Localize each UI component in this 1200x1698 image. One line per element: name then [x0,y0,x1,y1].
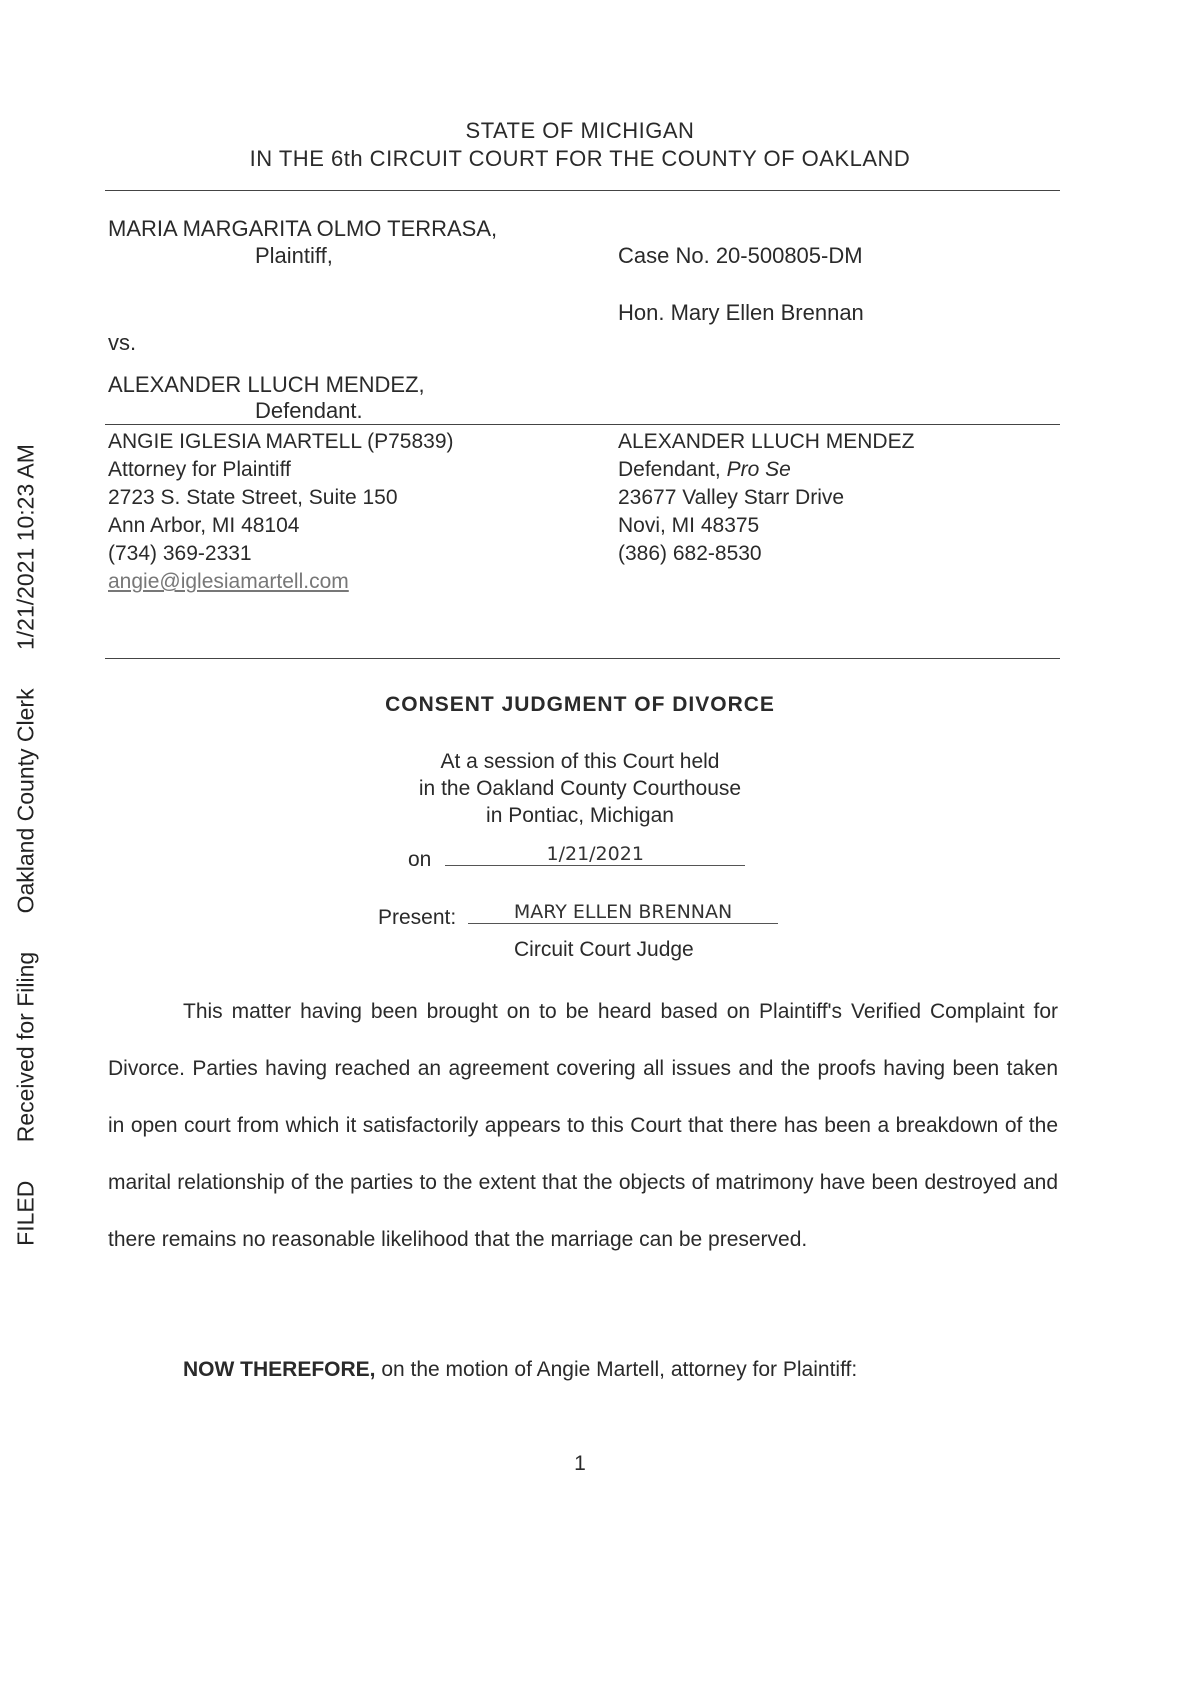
recital-paragraph [108,983,1058,1268]
filing-timestamp: 1/21/2021 10:23 AM [12,444,39,651]
session-line-3: in Pontiac, Michigan [486,804,674,827]
plaintiff-name: MARIA MARGARITA OLMO TERRASA, [108,216,498,241]
defendant-contact-role [618,456,914,484]
defendant-name: ALEXANDER LLUCH MENDEZ, [108,372,425,397]
attorney-block [108,428,454,596]
versus-label: vs. [108,330,137,355]
presiding-judge-name: MARY ELLEN BRENNAN [468,901,778,924]
received-label: Received for Filing [12,951,39,1143]
filing-stamp [13,395,40,1295]
state-heading: STATE OF MICHIGAN [465,118,695,143]
defendant-city: Novi, MI 48375 [618,514,760,537]
recital-text: This matter having been brought on to be heard based on Plaintiff's Verified Complaint for Divorce. Parties having reached an agreement covering all issues and the proofs having been taken in open court from which it satisfactorily appears to this Court that there has been a breakdown of the marital relationship of the parties to the extent that the objects of matrimony have been destroyed and there remains no reasonable likelihood that the marriage can be preserved. [108,1000,1058,1251]
session-line-1: At a session of this Court held [440,750,720,773]
defendant-phone: (386) 682-8530 [618,542,762,565]
now-therefore-bold: NOW THEREFORE, [183,1358,376,1381]
session-date: 1/21/2021 [445,843,745,866]
attorney-role: Attorney for Plaintiff [108,458,291,481]
attorney-email[interactable]: angie@iglesiamartell.com [108,570,349,593]
present-label: Present: [378,906,457,929]
defendant-role-prefix: Defendant, [618,458,727,481]
contact-divider [105,658,1060,659]
page-number: 1 [574,1452,586,1475]
case-number: Case No. 20-500805-DM [618,243,863,268]
filed-label: FILED [12,1180,39,1246]
court-heading: IN THE 6th CIRCUIT COURT FOR THE COUNTY OF OAKLAND [249,146,911,171]
now-therefore-text: on the motion of Angie Martell, attorney for Plaintiff: [375,1358,858,1381]
document-title: CONSENT JUDGMENT OF DIVORCE [385,693,775,716]
defendant-role: Defendant. [255,398,363,423]
header-divider [105,190,1060,191]
attorney-street: 2723 S. State Street, Suite 150 [108,486,398,509]
defendant-contact-name: ALEXANDER LLUCH MENDEZ [618,430,915,453]
attorney-city: Ann Arbor, MI 48104 [108,514,300,537]
attorney-phone: (734) 369-2331 [108,542,252,565]
plaintiff-role: Plaintiff, [255,243,333,268]
caption-divider [105,424,1060,425]
presiding-judge-title: Circuit Court Judge [514,938,694,961]
defendant-block [618,428,914,568]
session-block [0,748,1160,829]
present-row [378,901,778,930]
pro-se-label: Pro Se [726,458,791,481]
defendant-street: 23677 Valley Starr Drive [618,486,845,509]
clerk-label: Oakland County Clerk [12,688,39,914]
attorney-name: ANGIE IGLESIA MARTELL (P75839) [108,430,454,453]
now-therefore-line [183,1358,857,1382]
on-label: on [408,848,432,871]
session-line-2: in the Oakland County Courthouse [418,777,742,800]
session-date-row [408,843,745,872]
assigned-judge: Hon. Mary Ellen Brennan [618,300,864,325]
